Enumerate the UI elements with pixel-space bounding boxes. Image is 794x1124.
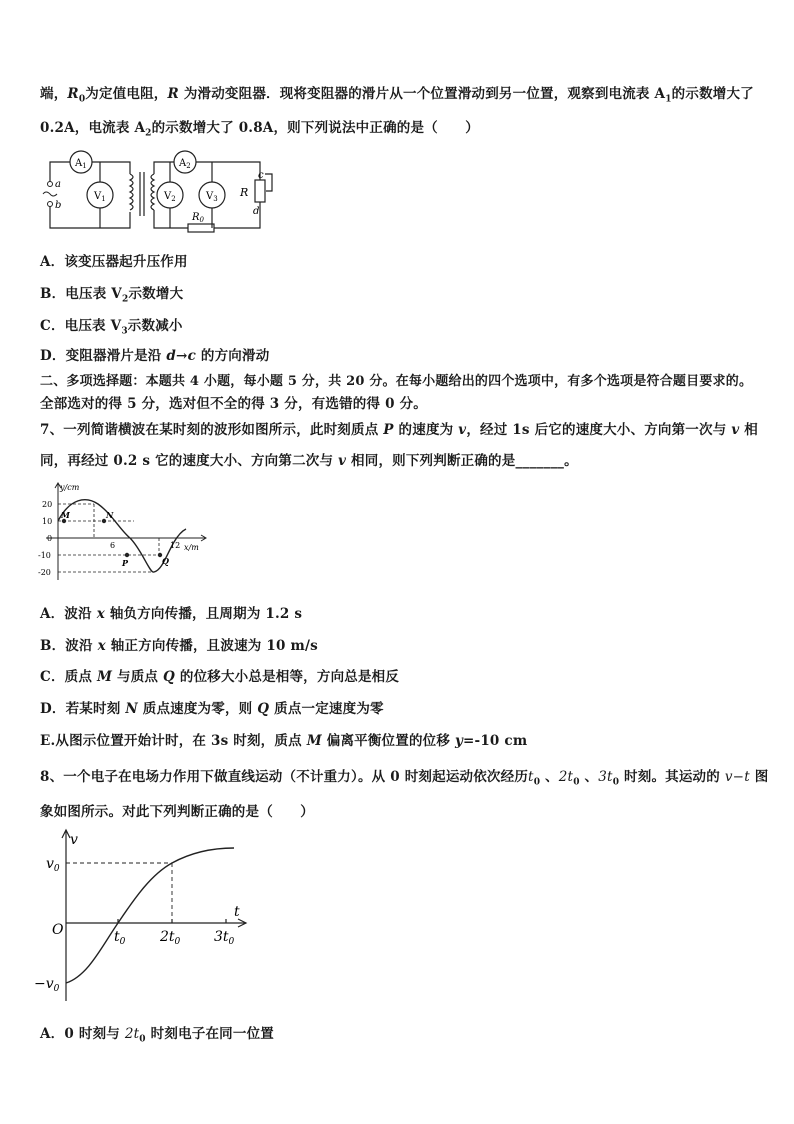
q7-stem-line2: 同，再经过 0.2 s 它的速度大小、方向第二次与 v 相同，则下列判断正确的是_______。	[40, 453, 578, 469]
q6-option-b: B．电压表 $V_2$示数增大	[40, 286, 184, 305]
q8-stem-line1: 8、一个电子在电场力作用下做直线运动（不计重力）。从 0 时刻起运动依次经历$t_0$ 、$2t_0$ 、$3t_0$ 时刻。其运动的 v−t 图	[40, 769, 769, 788]
vt-v-axis-label: v	[70, 832, 78, 848]
wave-x-tick-6: 6	[110, 541, 116, 550]
terminal-b-dot	[48, 202, 53, 207]
vt-neg-v0-label: $-v_0$	[34, 976, 60, 994]
voltmeter-v2-label: $V_2$	[164, 191, 176, 203]
q6-option-c: C．电压表 $V_3$示数减小	[40, 318, 183, 337]
wave-y-tick-10: 10	[42, 517, 53, 526]
vt-2t0-tick-label: $2t_0$	[160, 929, 181, 947]
q8-option-a: A．0 时刻与 $2t_0$ 时刻电子在同一位置	[40, 1026, 274, 1045]
point-n-label: N	[106, 510, 114, 520]
point-m-label: M	[61, 510, 70, 520]
ammeter-a2-label: $A_2$	[179, 158, 191, 170]
section2-instruction-line2: 全部选对的得 5 分，选对但不全的得 3 分，有选错的得 0 分。	[40, 396, 427, 412]
resistor-r0-label: $R_0$	[192, 212, 204, 224]
q7-option-c: C．质点 M 与质点 Q 的位移大小总是相等，方向总是相反	[40, 669, 400, 685]
q7-option-b: B．波沿 x 轴正方向传播，且波速为 10 m/s	[40, 638, 318, 654]
voltmeter-v1-label: $V_1$	[94, 191, 106, 203]
q6-stem-line1: 端，$R_0$为定值电阻，R 为滑动变阻器．现将变阻器的滑片从一个位置滑动到另一位置，观察到电流表 $A_1$的示数增大了	[40, 86, 754, 105]
vt-3t0-tick-label: $3t_0$	[214, 929, 235, 947]
wave-y-tick-0: 0	[47, 534, 53, 543]
terminal-a-label: a	[55, 179, 61, 190]
q7-stem-line1: 7、一列简谐横波在某时刻的波形如图所示，此时刻质点 P 的速度为 v，经过 1s 后它的速度大小、方向第一次与 v 相	[40, 422, 758, 438]
q6-stem-line2: 0.2A，电流表 $A_2$的示数增大了 0.8A，则下列说法中正确的是（ ）	[40, 120, 479, 139]
q7-option-a: A．波沿 x 轴负方向传播，且周期为 1.2 s	[40, 606, 303, 622]
slider-d-label: d	[253, 206, 260, 217]
velocity-time-graph	[32, 826, 262, 1006]
terminal-b-label: b	[55, 200, 62, 211]
q6-option-a: A．该变压器起升压作用	[40, 254, 188, 270]
q7-option-d: D．若某时刻 N 质点速度为零，则 Q 质点一定速度为零	[40, 701, 384, 717]
wave-x-axis-label: x/m	[184, 543, 199, 552]
voltmeter-v3-label: $V_3$	[206, 191, 218, 203]
vt-v0-label: $v_0$	[46, 856, 60, 874]
slider-c-label: c	[258, 170, 264, 181]
wave-y-tick-20: 20	[42, 500, 53, 509]
terminal-a-dot	[48, 182, 53, 187]
wave-graph	[34, 480, 214, 582]
ammeter-a1-label: $A_1$	[75, 158, 87, 170]
q8-stem-line2: 象如图所示。对此下列判断正确的是（ ）	[40, 804, 314, 820]
transformer-circuit-diagram	[40, 144, 280, 240]
rheostat-r-label: R	[240, 186, 249, 199]
vt-t-axis-label: t	[234, 904, 240, 920]
wave-y-tick-neg20: -20	[38, 568, 51, 577]
wave-x-tick-12: 12	[170, 541, 181, 550]
vt-origin-label: O	[52, 922, 64, 938]
q7-option-e: E.从图示位置开始计时，在 3s 时刻，质点 M 偏离平衡位置的位移 y=-10 cm	[40, 733, 528, 749]
section2-instruction-line1: 二、多项选择题：本题共 4 小题，每小题 5 分，共 20 分。在每小题给出的四个选项中，有多个选项是符合题目要求的。	[40, 374, 753, 389]
point-p-dot	[125, 553, 129, 557]
wave-y-axis-label: y/cm	[60, 483, 80, 492]
wave-y-tick-neg10: -10	[38, 551, 51, 560]
vt-t0-tick-label: $t_0$	[114, 929, 126, 947]
point-p-label: P	[122, 558, 129, 568]
q6-option-d: D．变阻器滑片是沿 d→c 的方向滑动	[40, 348, 270, 364]
point-q-label: Q	[162, 556, 169, 566]
